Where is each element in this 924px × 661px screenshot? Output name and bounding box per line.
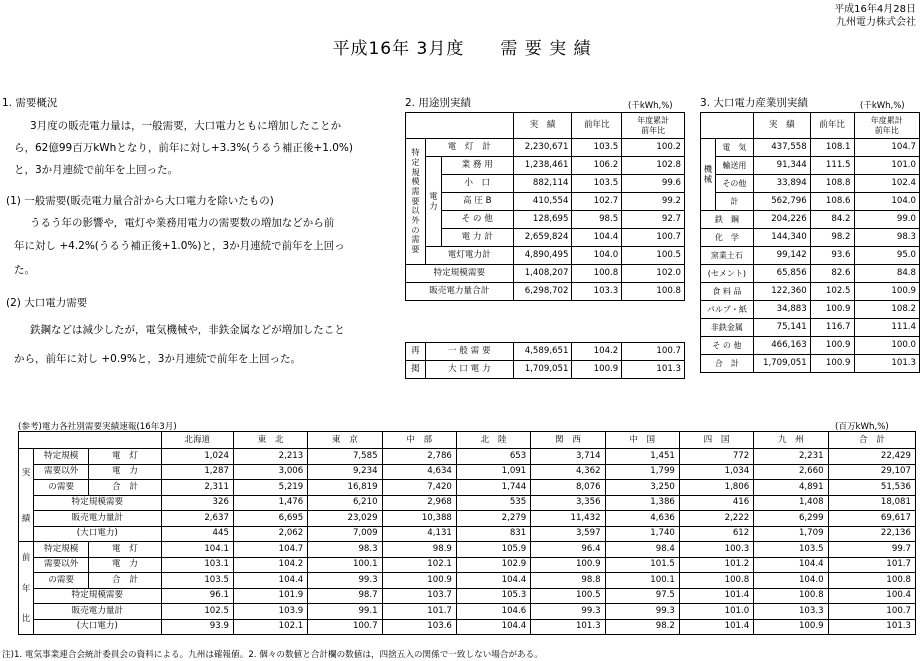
data-cell: 101.3 bbox=[531, 619, 605, 635]
data-cell: 105.3 bbox=[456, 588, 530, 604]
row-label: 計 bbox=[715, 193, 753, 211]
row-label: 小 口 bbox=[441, 175, 513, 193]
row-label: 鉄 鋼 bbox=[701, 211, 754, 229]
data-cell: 9,234 bbox=[308, 464, 382, 480]
data-cell: 100.9 bbox=[382, 573, 456, 589]
section1-sub1-line: うるう年の影響や，電灯や業務用電力の需要数の増加などから前 bbox=[30, 217, 335, 229]
data-cell: 1,799 bbox=[605, 464, 679, 480]
side-label: 掲 bbox=[406, 361, 426, 379]
data-cell: 98.7 bbox=[308, 588, 382, 604]
side-char: 実 bbox=[21, 466, 31, 477]
ratio: 111.5 bbox=[810, 157, 854, 175]
cumulative: 92.7 bbox=[622, 211, 685, 229]
data-cell: 2,062 bbox=[233, 526, 307, 542]
data-cell: 3,356 bbox=[531, 495, 605, 511]
company-header: 中 国 bbox=[605, 432, 679, 449]
data-cell: 535 bbox=[456, 495, 530, 511]
data-cell: 101.7 bbox=[382, 604, 456, 620]
ratio: 98.5 bbox=[572, 211, 622, 229]
company-header: 九 州 bbox=[754, 432, 828, 449]
cumulative: 104.7 bbox=[854, 139, 920, 157]
ratio: 100.9 bbox=[810, 337, 854, 355]
data-cell: 98.8 bbox=[531, 573, 605, 589]
ratio: 82.6 bbox=[810, 265, 854, 283]
data-cell: 102.9 bbox=[456, 557, 530, 573]
cumulative: 101.3 bbox=[854, 355, 920, 373]
data-cell: 102.5 bbox=[161, 604, 233, 620]
data-cell: 100.7 bbox=[308, 619, 382, 635]
company-header: 関 西 bbox=[531, 432, 605, 449]
data-cell: 99.3 bbox=[605, 604, 679, 620]
data-cell: 100.9 bbox=[754, 619, 828, 635]
ratio: 100.8 bbox=[572, 265, 622, 283]
data-cell: 2,222 bbox=[679, 511, 753, 527]
ratio: 116.7 bbox=[810, 319, 854, 337]
value: 437,558 bbox=[753, 139, 810, 157]
data-cell: 6,210 bbox=[308, 495, 382, 511]
ratio: 104.0 bbox=[572, 247, 622, 265]
row-label: 販売電力量計 bbox=[34, 511, 162, 527]
cumulative: 100.2 bbox=[622, 139, 685, 157]
cumulative: 108.2 bbox=[854, 301, 920, 319]
ratio: 102.5 bbox=[810, 283, 854, 301]
ratio: 100.9 bbox=[572, 361, 622, 379]
cumulative: 98.3 bbox=[854, 229, 920, 247]
data-cell: 105.9 bbox=[456, 542, 530, 558]
data-cell: 1,744 bbox=[456, 480, 530, 496]
data-cell: 4,891 bbox=[754, 480, 828, 496]
data-cell: 100.7 bbox=[828, 604, 915, 620]
data-cell: 1,024 bbox=[161, 449, 233, 465]
data-cell: 3,250 bbox=[605, 480, 679, 496]
data-cell: 445 bbox=[161, 526, 233, 542]
row-label: 電 灯 計 bbox=[425, 139, 513, 157]
data-cell: 104.1 bbox=[161, 542, 233, 558]
sub-label: 電 力 bbox=[89, 464, 161, 480]
sub-label: 合 計 bbox=[89, 480, 161, 496]
side-char: 年 bbox=[21, 582, 31, 593]
cumulative: 102.0 bbox=[622, 265, 685, 283]
data-cell: 99.3 bbox=[531, 604, 605, 620]
side-char: 比 bbox=[21, 613, 31, 624]
data-cell: 22,429 bbox=[828, 449, 915, 465]
data-cell: 1,740 bbox=[605, 526, 679, 542]
data-cell: 653 bbox=[456, 449, 530, 465]
value: 75,141 bbox=[753, 319, 810, 337]
cumulative: 102.8 bbox=[622, 157, 685, 175]
data-cell: 100.5 bbox=[531, 588, 605, 604]
section3-unit: (千kWh,%) bbox=[860, 101, 905, 111]
company-header: 東 北 bbox=[233, 432, 307, 449]
row-label: 電 力 計 bbox=[441, 229, 513, 247]
cumulative: 104.0 bbox=[854, 193, 920, 211]
data-cell: 104.2 bbox=[233, 557, 307, 573]
data-cell: 1,408 bbox=[754, 495, 828, 511]
value: 4,589,651 bbox=[513, 343, 572, 361]
data-cell: 2,279 bbox=[456, 511, 530, 527]
data-cell: 5,219 bbox=[233, 480, 307, 496]
data-cell: 6,695 bbox=[233, 511, 307, 527]
row-label: 業 務 用 bbox=[441, 157, 513, 175]
data-cell: 100.8 bbox=[754, 588, 828, 604]
data-cell: 4,636 bbox=[605, 511, 679, 527]
row-label: 化 学 bbox=[701, 229, 754, 247]
cumulative: 99.6 bbox=[622, 175, 685, 193]
row-label: 非鉄金属 bbox=[701, 319, 754, 337]
company-header: 東 京 bbox=[308, 432, 382, 449]
data-cell: 100.8 bbox=[828, 573, 915, 589]
data-cell: 103.5 bbox=[754, 542, 828, 558]
group-label: の需要 bbox=[34, 480, 89, 496]
reference-heading: (参考)電力各社別需要実績速報(16年3月) bbox=[18, 422, 177, 432]
page-title: 平成16年 3月度 需 要 実 績 bbox=[332, 39, 592, 59]
ratio: 103.5 bbox=[572, 139, 622, 157]
data-cell: 101.4 bbox=[679, 588, 753, 604]
value: 882,114 bbox=[513, 175, 572, 193]
usage-table bbox=[405, 112, 685, 301]
value: 1,709,051 bbox=[513, 361, 572, 379]
side-label: 特定規模需要以外の需要 bbox=[406, 139, 426, 265]
data-cell: 98.3 bbox=[308, 542, 382, 558]
data-cell: 96.4 bbox=[531, 542, 605, 558]
col-header: 前年比 bbox=[874, 125, 899, 135]
data-cell: 772 bbox=[679, 449, 753, 465]
data-cell: 97.5 bbox=[605, 588, 679, 604]
ratio: 103.3 bbox=[572, 283, 622, 301]
cumulative: 100.7 bbox=[622, 229, 685, 247]
col-header: 前年比 bbox=[641, 125, 666, 135]
data-cell: 416 bbox=[679, 495, 753, 511]
ratio: 93.6 bbox=[810, 247, 854, 265]
company-header: 北 陸 bbox=[456, 432, 530, 449]
group-label: 需要以外 bbox=[34, 557, 89, 573]
ratio: 108.1 bbox=[810, 139, 854, 157]
cumulative: 101.0 bbox=[854, 157, 920, 175]
row-label: 窯業土石 bbox=[701, 247, 754, 265]
data-cell: 3,714 bbox=[531, 449, 605, 465]
data-cell: 99.7 bbox=[828, 542, 915, 558]
data-cell: 99.3 bbox=[308, 573, 382, 589]
value: 466,163 bbox=[753, 337, 810, 355]
data-cell: 2,231 bbox=[754, 449, 828, 465]
sub-label: 電 灯 bbox=[89, 449, 161, 465]
cumulative: 95.0 bbox=[854, 247, 920, 265]
value: 65,856 bbox=[753, 265, 810, 283]
side-label: 再 bbox=[406, 343, 426, 361]
value: 128,695 bbox=[513, 211, 572, 229]
reference-table bbox=[18, 431, 916, 635]
cumulative: 101.3 bbox=[622, 361, 685, 379]
row-label: 合 計 bbox=[701, 355, 754, 373]
section2-unit: (千kWh,%) bbox=[628, 101, 673, 111]
group-label: 需要以外 bbox=[34, 464, 89, 480]
data-cell: 4,362 bbox=[531, 464, 605, 480]
section1-sub1-heading: (1) 一般需要(販売電力量合計から大口電力を除いたもの) bbox=[6, 195, 274, 207]
data-cell: 612 bbox=[679, 526, 753, 542]
ratio: 84.2 bbox=[810, 211, 854, 229]
data-cell: 103.3 bbox=[754, 604, 828, 620]
data-cell: 831 bbox=[456, 526, 530, 542]
data-cell: 7,585 bbox=[308, 449, 382, 465]
data-cell: 1,034 bbox=[679, 464, 753, 480]
value: 122,360 bbox=[753, 283, 810, 301]
cumulative: 100.0 bbox=[854, 337, 920, 355]
row-label: 電 気 bbox=[715, 139, 753, 157]
data-cell: 16,819 bbox=[308, 480, 382, 496]
data-cell: 3,597 bbox=[531, 526, 605, 542]
data-cell: 22,136 bbox=[828, 526, 915, 542]
data-cell: 103.6 bbox=[382, 619, 456, 635]
group-label: の需要 bbox=[34, 573, 89, 589]
row-label: 販売電力量計 bbox=[34, 604, 162, 620]
col-header: 前年比 bbox=[572, 113, 622, 139]
industry-table bbox=[700, 112, 920, 373]
data-cell: 101.0 bbox=[679, 604, 753, 620]
data-cell: 104.7 bbox=[233, 542, 307, 558]
data-cell: 23,029 bbox=[308, 511, 382, 527]
section3-heading: 3. 大口電力産業別実績 bbox=[700, 97, 808, 109]
value: 99,142 bbox=[753, 247, 810, 265]
data-cell: 103.1 bbox=[161, 557, 233, 573]
data-cell: 1,476 bbox=[233, 495, 307, 511]
col-header: 実 績 bbox=[753, 113, 810, 139]
row-label: (大口電力) bbox=[34, 619, 162, 635]
side-label bbox=[19, 542, 34, 635]
reference-unit: (百万kWh,%) bbox=[835, 422, 889, 432]
row-label: 大 口 電 力 bbox=[425, 361, 513, 379]
section1-line: と，3か月連続で前年を上回った。 bbox=[14, 164, 179, 176]
sub-label: 電 灯 bbox=[89, 542, 161, 558]
side-char: 前 bbox=[21, 552, 31, 563]
company-header: 四 国 bbox=[679, 432, 753, 449]
row-label: (セメント) bbox=[701, 265, 754, 283]
data-cell: 104.0 bbox=[754, 573, 828, 589]
data-cell: 2,660 bbox=[754, 464, 828, 480]
section2-heading: 2. 用途別実績 bbox=[405, 97, 471, 109]
ratio: 100.9 bbox=[810, 301, 854, 319]
sub-label: 電 力 bbox=[89, 557, 161, 573]
data-cell: 100.8 bbox=[679, 573, 753, 589]
data-cell: 326 bbox=[161, 495, 233, 511]
group-label: 特定規模 bbox=[34, 449, 89, 465]
row-label: そ の 他 bbox=[441, 211, 513, 229]
data-cell: 4,131 bbox=[382, 526, 456, 542]
value: 1,238,461 bbox=[513, 157, 572, 175]
cumulative: 99.0 bbox=[854, 211, 920, 229]
row-label: 特定規模需要 bbox=[34, 495, 162, 511]
data-cell: 104.4 bbox=[456, 619, 530, 635]
section1-sub1-line: 年に対し +4.2%(うるう補正後+1.0%)と，3か月連続で前年を上回っ bbox=[14, 240, 345, 252]
row-label: 特定規模需要 bbox=[34, 588, 162, 604]
data-cell: 2,637 bbox=[161, 511, 233, 527]
data-cell: 101.7 bbox=[828, 557, 915, 573]
row-label: そ の 他 bbox=[701, 337, 754, 355]
data-cell: 2,968 bbox=[382, 495, 456, 511]
row-label: 特定規模需要 bbox=[406, 265, 514, 283]
data-cell: 101.5 bbox=[605, 557, 679, 573]
cumulative: 100.8 bbox=[622, 283, 685, 301]
data-cell: 104.4 bbox=[754, 557, 828, 573]
data-cell: 99.1 bbox=[308, 604, 382, 620]
data-cell: 100.1 bbox=[605, 573, 679, 589]
ratio: 98.2 bbox=[810, 229, 854, 247]
data-cell: 1,709 bbox=[754, 526, 828, 542]
row-label: (大口電力) bbox=[34, 526, 162, 542]
data-cell: 51,536 bbox=[828, 480, 915, 496]
value: 1,408,207 bbox=[513, 265, 572, 283]
cumulative: 99.2 bbox=[622, 193, 685, 211]
row-label: 電灯電力計 bbox=[425, 247, 513, 265]
machine-label: 機械 bbox=[701, 139, 716, 211]
company-header: 北海道 bbox=[161, 432, 233, 449]
data-cell: 29,107 bbox=[828, 464, 915, 480]
row-label: パルプ・紙 bbox=[701, 301, 754, 319]
cumulative: 100.5 bbox=[622, 247, 685, 265]
ratio: 108.6 bbox=[810, 193, 854, 211]
section1-sub2-line: から，前年に対し +0.9%と，3か月連続で前年を上回った。 bbox=[14, 353, 301, 365]
power-label: 電 力 bbox=[425, 157, 441, 247]
header-company: 九州電力株式会社 bbox=[836, 17, 916, 28]
col-header: 年度累計 bbox=[870, 116, 903, 126]
reference-note: 注)1. 電気事業連合会統計委員会の資料による。九州は確報値。2. 個々の数値と合計欄の数値は，四捨五入の関係で一致しない場合がある。 bbox=[2, 650, 543, 660]
data-cell: 98.9 bbox=[382, 542, 456, 558]
data-cell: 100.9 bbox=[531, 557, 605, 573]
section1-sub1-line: た。 bbox=[14, 264, 35, 276]
data-cell: 18,081 bbox=[828, 495, 915, 511]
data-cell: 104.4 bbox=[456, 573, 530, 589]
row-label: 食 料 品 bbox=[701, 283, 754, 301]
data-cell: 102.1 bbox=[382, 557, 456, 573]
ratio: 106.2 bbox=[572, 157, 622, 175]
value: 4,890,495 bbox=[513, 247, 572, 265]
col-header: 年度累計 bbox=[637, 116, 670, 126]
data-cell: 1,287 bbox=[161, 464, 233, 480]
corner-cell bbox=[19, 432, 162, 449]
data-cell: 98.4 bbox=[605, 542, 679, 558]
data-cell: 2,311 bbox=[161, 480, 233, 496]
data-cell: 6,299 bbox=[754, 511, 828, 527]
data-cell: 69,617 bbox=[828, 511, 915, 527]
cumulative: 84.8 bbox=[854, 265, 920, 283]
data-cell: 96.1 bbox=[161, 588, 233, 604]
value: 562,796 bbox=[753, 193, 810, 211]
ratio: 102.7 bbox=[572, 193, 622, 211]
ratio: 104.2 bbox=[572, 343, 622, 361]
data-cell: 1,386 bbox=[605, 495, 679, 511]
cumulative: 111.4 bbox=[854, 319, 920, 337]
section1-line: ら，62億99百万kWhとなり，前年に対し+3.3%(うるう補正後+1.0%) bbox=[14, 142, 353, 154]
data-cell: 1,806 bbox=[679, 480, 753, 496]
data-cell: 10,388 bbox=[382, 511, 456, 527]
value: 34,883 bbox=[753, 301, 810, 319]
company-header: 中 部 bbox=[382, 432, 456, 449]
data-cell: 103.7 bbox=[382, 588, 456, 604]
row-label: 販売電力量合計 bbox=[406, 283, 514, 301]
sub-label: 合 計 bbox=[89, 573, 161, 589]
ratio: 103.5 bbox=[572, 175, 622, 193]
row-label: 高 圧 B bbox=[441, 193, 513, 211]
ratio: 108.8 bbox=[810, 175, 854, 193]
row-label: その他 bbox=[715, 175, 753, 193]
data-cell: 100.1 bbox=[308, 557, 382, 573]
data-cell: 98.2 bbox=[605, 619, 679, 635]
section1-heading: 1. 需要概況 bbox=[2, 97, 58, 109]
value: 6,298,702 bbox=[513, 283, 572, 301]
company-header: 合 計 bbox=[828, 432, 915, 449]
ratio: 100.9 bbox=[810, 355, 854, 373]
section1-line: 3月度の販売電力量は，一般需要，大口電力ともに増加したことか bbox=[30, 120, 342, 132]
data-cell: 103.5 bbox=[161, 573, 233, 589]
data-cell: 3,006 bbox=[233, 464, 307, 480]
data-cell: 4,634 bbox=[382, 464, 456, 480]
side-label bbox=[19, 449, 34, 542]
data-cell: 7,009 bbox=[308, 526, 382, 542]
row-label: 一 般 需 要 bbox=[425, 343, 513, 361]
row-label: 輸送用 bbox=[715, 157, 753, 175]
value: 33,894 bbox=[753, 175, 810, 193]
value: 2,659,824 bbox=[513, 229, 572, 247]
data-cell: 2,786 bbox=[382, 449, 456, 465]
value: 144,340 bbox=[753, 229, 810, 247]
cumulative: 100.7 bbox=[622, 343, 685, 361]
data-cell: 1,451 bbox=[605, 449, 679, 465]
data-cell: 103.9 bbox=[233, 604, 307, 620]
cumulative: 102.4 bbox=[854, 175, 920, 193]
group-label: 特定規模 bbox=[34, 542, 89, 558]
side-char: 績 bbox=[21, 512, 31, 523]
col-header: 実 績 bbox=[513, 113, 572, 139]
section1-sub2-line: 鉄鋼などは減少したが，電気機械や，非鉄金属などが増加したこと bbox=[30, 324, 345, 336]
cumulative: 100.9 bbox=[854, 283, 920, 301]
data-cell: 93.9 bbox=[161, 619, 233, 635]
data-cell: 104.4 bbox=[233, 573, 307, 589]
reposted-table bbox=[405, 342, 685, 379]
section1-sub2-heading: (2) 大口電力需要 bbox=[6, 297, 88, 309]
data-cell: 7,420 bbox=[382, 480, 456, 496]
data-cell: 104.6 bbox=[456, 604, 530, 620]
data-cell: 100.3 bbox=[679, 542, 753, 558]
value: 204,226 bbox=[753, 211, 810, 229]
value: 1,709,051 bbox=[753, 355, 810, 373]
col-header: 前年比 bbox=[810, 113, 854, 139]
ratio: 104.4 bbox=[572, 229, 622, 247]
data-cell: 101.4 bbox=[679, 619, 753, 635]
data-cell: 101.2 bbox=[679, 557, 753, 573]
value: 91,344 bbox=[753, 157, 810, 175]
data-cell: 2,213 bbox=[233, 449, 307, 465]
value: 2,230,671 bbox=[513, 139, 572, 157]
data-cell: 101.3 bbox=[828, 619, 915, 635]
data-cell: 101.9 bbox=[233, 588, 307, 604]
data-cell: 100.4 bbox=[828, 588, 915, 604]
value: 410,554 bbox=[513, 193, 572, 211]
data-cell: 11,432 bbox=[531, 511, 605, 527]
data-cell: 102.1 bbox=[233, 619, 307, 635]
header-date: 平成16年4月28日 bbox=[834, 4, 916, 15]
data-cell: 8,076 bbox=[531, 480, 605, 496]
data-cell: 1,091 bbox=[456, 464, 530, 480]
